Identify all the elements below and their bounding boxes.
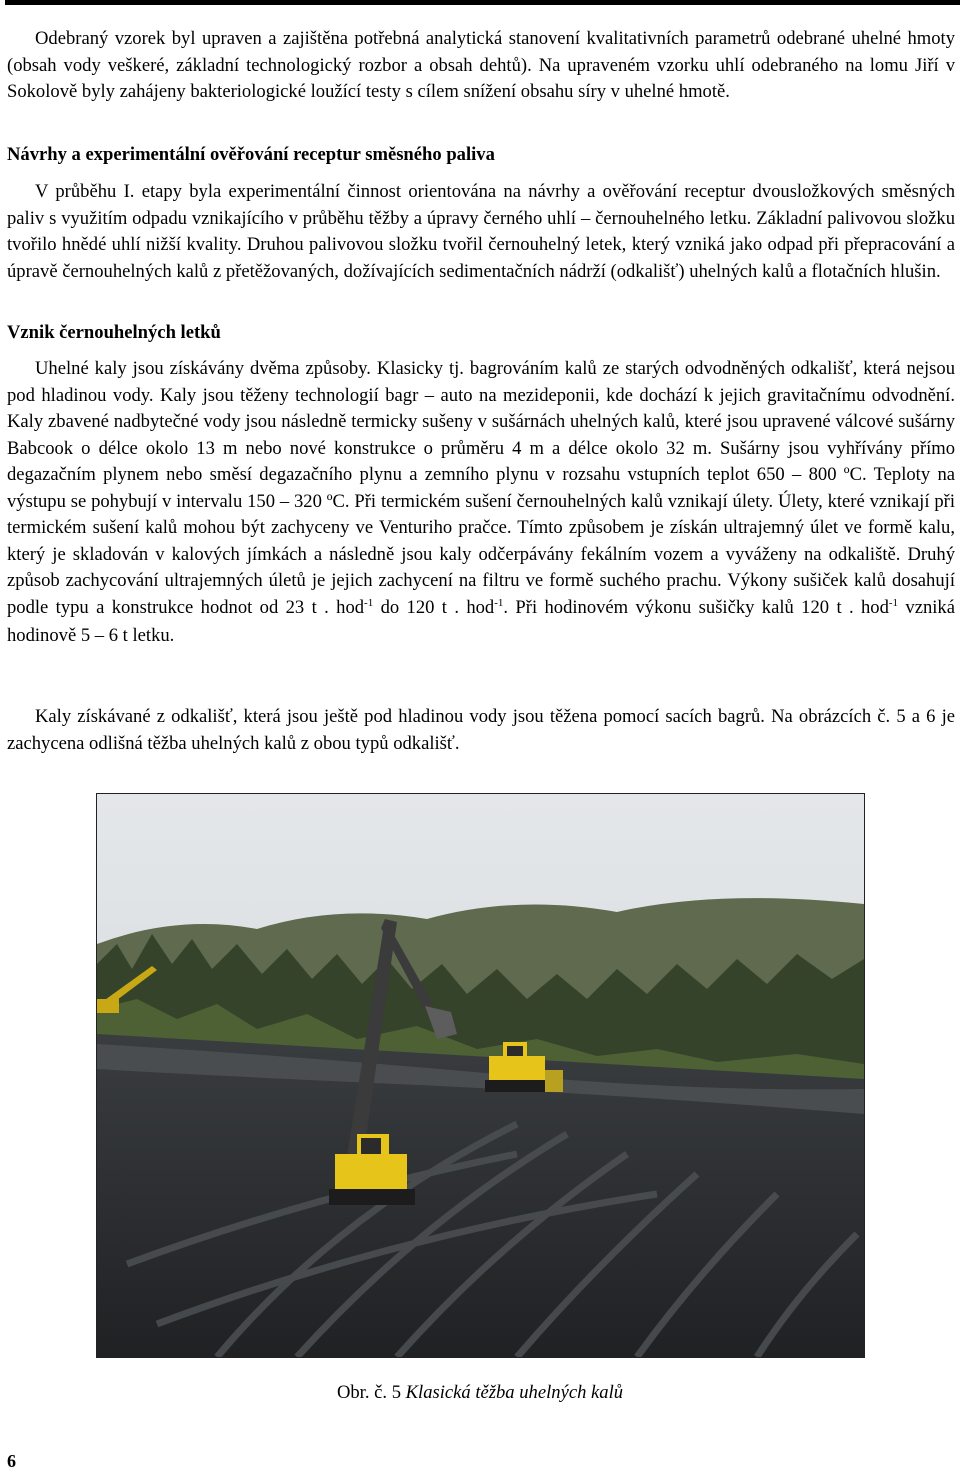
paragraph-1: Odebraný vzorek byl upraven a zajištěna potřebná analytická stanovení kvalitativních parametrů odebrané uhelné hmoty (obsah vody veškeré, základní technologický rozbor a obsah dehtů). Na upraveném vzorku uhlí odebraného na lomu Jiří v Sokolově byly zahájeny bakteriologické loužící testy s cílem snížení obsahu síry v uhelné hmotě. [7,28,955,102]
caption-title: Klasická těžba uhelných kalů [405,1382,624,1403]
paragraph-suction-dredge [7,704,955,757]
paragraph-letek-origin [7,356,955,650]
paragraph-3-part-b: do 120 t . hod [373,596,495,618]
paragraph-2: V průběhu I. etapy byla experimentální činnost orientována na návrhy a ověřování receptur dvousložkových směsných paliv s využitím odpadu vznikajícího v průběhu těžby a úpravy černého uhlí – černouhelného letku. Základní palivovou složku tvořilo hnědé uhlí nižší kvality. Druhou palivovou složku tvořil černouhelný letek, který vzniká jako odpad při přepracování a úpravě černouhelných kalů z přetěžovaných, dožívajících sedimentačních nádrží (odkališť) uhelných kalů a flotačních hlušin. [7,181,955,282]
top-rule [5,0,960,5]
superscript-3: -1 [888,596,899,609]
superscript-2: -1 [494,596,504,609]
paragraph-3-part-a: Uhelné kaly jsou získávány dvěma způsoby. Klasicky tj. bagrováním kalů ze starých odvodněných odkališť, která nejsou pod hladinou vody. Kaly jsou těženy technologií bagr – auto na mezideponii, kde dochází k jejich gravitačnímu odvodnění. Kaly zbavené nadbytečné vody jsou následně termicky sušeny v sušárnách uhelných kalů, které jsou upravené válcové sušárny Babcook o délce okolo 13 m nebo nové konstrukce o průměru 4 m a délce okolo 32 m. Sušárny jsou vyhřívány přímo degazačním plynem nebo směsí degazačního plynu a zemního plynu v rozsahu vstupních teplot 650 – 800 ºC. Teploty na výstupu se pohybují v intervalu 150 – 320 ºC. Při termickém sušení černouhelných kalů vznikají úlety. Úlety, které vznikají při termickém sušení kalů mohou být zachyceny ve Venturiho pračce. Tímto způsobem je získán ultrajemný úlet ve formě kalu, který je skladován v kalových jímkách a následně jsou kaly odčerpávány fekálním vozem a vyváženy na odkaliště. Druhý způsob zachycování ultrajemných úletů je jejich zachycení na filtru ve formě suchého prachu. Výkony sušiček kalů dosahují podle typu a konstrukce hodnot od 23 t . hod [7,358,955,618]
heading-mixed-fuel: Návrhy a experimentální ověřování receptur směsného paliva [7,144,495,165]
heading-letek-origin: Vznik černouhelných letků [7,322,221,343]
page-number: 6 [7,1451,16,1471]
paragraph-4: Kaly získávané z odkališť, která jsou ještě pod hladinou vody jsou těžena pomocí sacích bagrů. Na obrázcích č. 5 a 6 je zachycena odlišná těžba uhelných kalů z obou typů odkališť. [7,706,955,754]
paragraph-3-part-d: vzniká hodinově 5 – 6 t letku. [7,596,955,646]
figure-coal-mining-photo [96,793,865,1358]
paragraph-mixed-fuel [7,179,955,285]
paragraph-intro [7,26,955,106]
caption-label: Obr. č. 5 [336,1382,406,1403]
superscript-1: -1 [364,596,374,609]
paragraph-3-part-c: . Při hodinovém výkonu sušičky kalů 120 t . hod [503,596,889,618]
photo-illustration [97,794,864,1357]
paragraph-3 [7,356,955,650]
figure-caption [0,1380,960,1406]
